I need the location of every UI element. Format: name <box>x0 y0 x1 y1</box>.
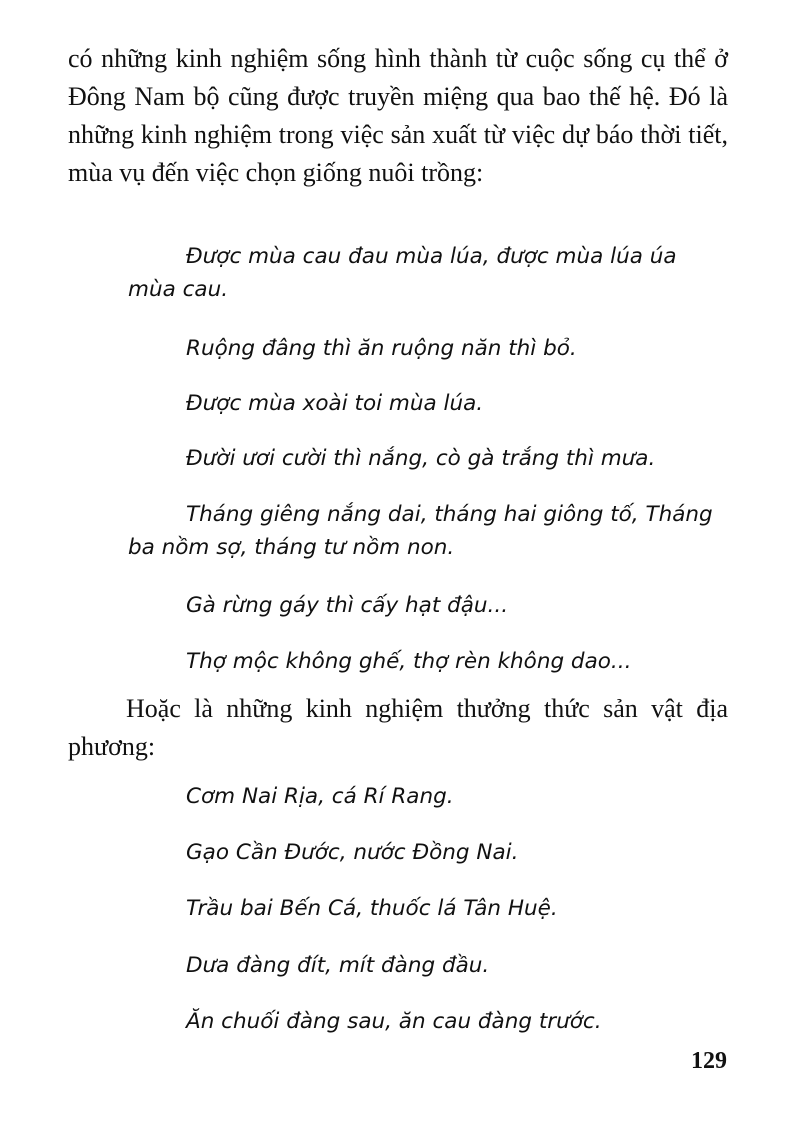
verse-line: Thợ mộc không ghế, thợ rèn không dao... <box>186 649 632 674</box>
verse-line: Ăn chuối đàng sau, ăn cau đàng trước. <box>186 1009 602 1034</box>
verse-line: Gạo Cần Đước, nước Đồng Nai. <box>186 840 519 865</box>
intro-paragraph: có những kinh nghiệm sống hình thành từ cuộc sống cụ thể ở Đông Nam bộ cũng được truyền miệng qua bao thế hệ. Đó là những kinh nghiệm trong việc sản xuất từ việc dự báo thời tiết, mùa vụ đến việc chọn giống nuôi trồng: <box>68 44 728 187</box>
verse-line: Trầu bai Bến Cá, thuốc lá Tân Huệ. <box>186 896 558 921</box>
verse-line: Tháng giêng nắng dai, tháng hai giông tố, Tháng ba nồm sợ, tháng tư nồm non. <box>128 502 713 560</box>
second-paragraph: Hoặc là những kinh nghiệm thưởng thức sản vật địa phương: <box>68 694 728 761</box>
page-number: 129 <box>691 1048 727 1074</box>
verse-line: Đười ươi cười thì nắng, cò gà trắng thì mưa. <box>186 446 656 471</box>
verse-line: Ruộng đâng thì ăn ruộng năn thì bỏ. <box>186 336 577 361</box>
intro-paragraph-block <box>68 40 728 192</box>
verse-line: Được mùa cau đau mùa lúa, được mùa lúa úa mùa cau. <box>128 244 677 302</box>
verse-line: Được mùa xoài toi mùa lúa. <box>186 391 484 416</box>
verse-line: Dưa đàng đít, mít đàng đầu. <box>186 953 490 978</box>
second-paragraph-block <box>68 690 728 766</box>
verse-line: Gà rừng gáy thì cấy hạt đậu... <box>186 593 509 618</box>
verse-line: Cơm Nai Rịa, cá Rí Rang. <box>186 784 454 809</box>
